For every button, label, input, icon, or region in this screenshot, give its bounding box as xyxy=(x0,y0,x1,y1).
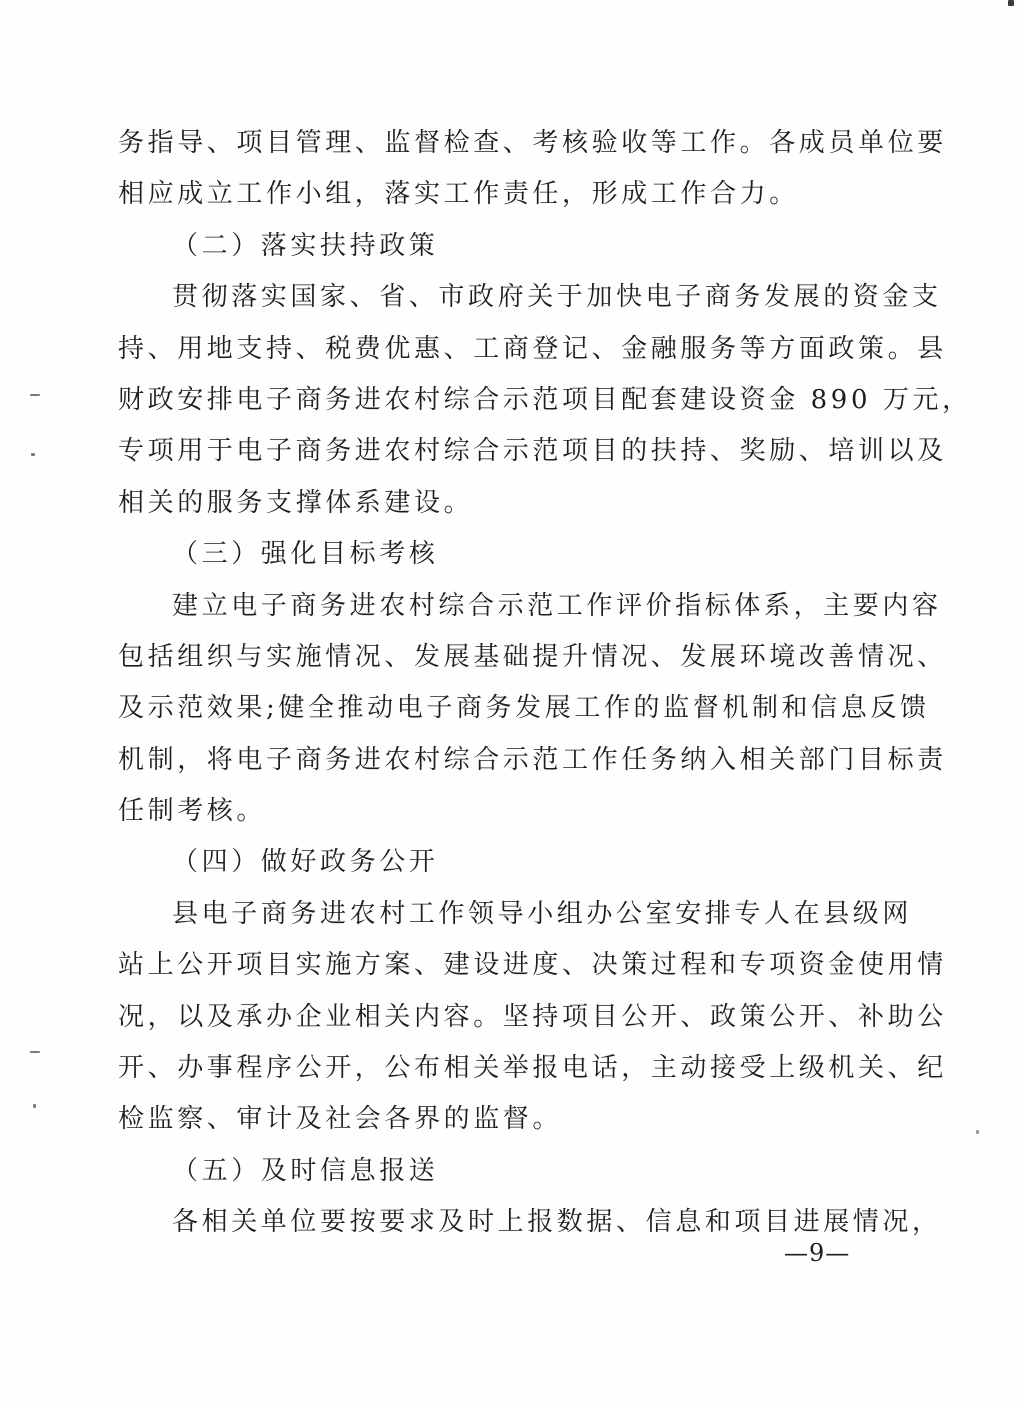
text-line: 相应成立工作小组，落实工作责任，形成工作合力。 xyxy=(118,179,799,210)
text-line: 包括组织与实施情况、发展基础提升情况、发展环境改善情况、 xyxy=(118,641,947,672)
scan-speck xyxy=(30,1051,40,1053)
text-line: 检监察、审计及社会各界的监督。 xyxy=(118,1104,563,1135)
section-heading: （四）做好政务公开 xyxy=(172,847,439,878)
text-line: 况，以及承办企业相关内容。坚持项目公开、政策公开、补助公 xyxy=(118,1001,947,1032)
text-line: 持、用地支持、税费优惠、工商登记、金融服务等方面政策。县 xyxy=(118,333,947,364)
page-number: —9— xyxy=(784,1239,851,1267)
text-line: 各相关单位要按要求及时上报数据、信息和项目进展情况， xyxy=(172,1207,942,1238)
text-line: 站上公开项目实施方案、建设进度、决策过程和专项资金使用情 xyxy=(118,950,947,981)
scan-speck xyxy=(31,453,35,456)
text-line: 贯彻落实国家、省、市政府关于加快电子商务发展的资金支 xyxy=(172,282,942,313)
section-heading: （二）落实扶持政策 xyxy=(172,230,439,261)
scan-speck xyxy=(976,1130,979,1134)
body-text xyxy=(118,118,972,1249)
section-heading: （三）强化目标考核 xyxy=(172,539,439,570)
text-line: 相关的服务支撑体系建设。 xyxy=(118,487,474,518)
text-line: 机制，将电子商务进农村综合示范工作任务纳入相关部门目标责 xyxy=(118,744,947,775)
text-line: 财政安排电子商务进农村综合示范项目配套建设资金 890 万元， xyxy=(118,384,972,415)
scan-speck xyxy=(1008,0,1014,6)
text-line: 县电子商务进农村工作领导小组办公室安排专人在县级网 xyxy=(172,898,913,929)
text-line: 建立电子商务进农村综合示范工作评价指标体系，主要内容 xyxy=(172,590,942,621)
text-line: 任制考核。 xyxy=(118,796,267,827)
scan-speck xyxy=(33,1104,36,1108)
text-line: 专项用于电子商务进农村综合示范项目的扶持、奖励、培训以及 xyxy=(118,436,947,467)
text-line: 开、办事程序公开，公布相关举报电话，主动接受上级机关、纪 xyxy=(118,1053,947,1084)
text-line: 及示范效果;健全推动电子商务发展工作的监督机制和信息反馈 xyxy=(118,693,930,724)
scan-speck xyxy=(30,394,40,396)
section-heading: （五）及时信息报送 xyxy=(172,1155,439,1186)
text-line: 务指导、项目管理、监督检查、考核验收等工作。各成员单位要 xyxy=(118,128,947,158)
